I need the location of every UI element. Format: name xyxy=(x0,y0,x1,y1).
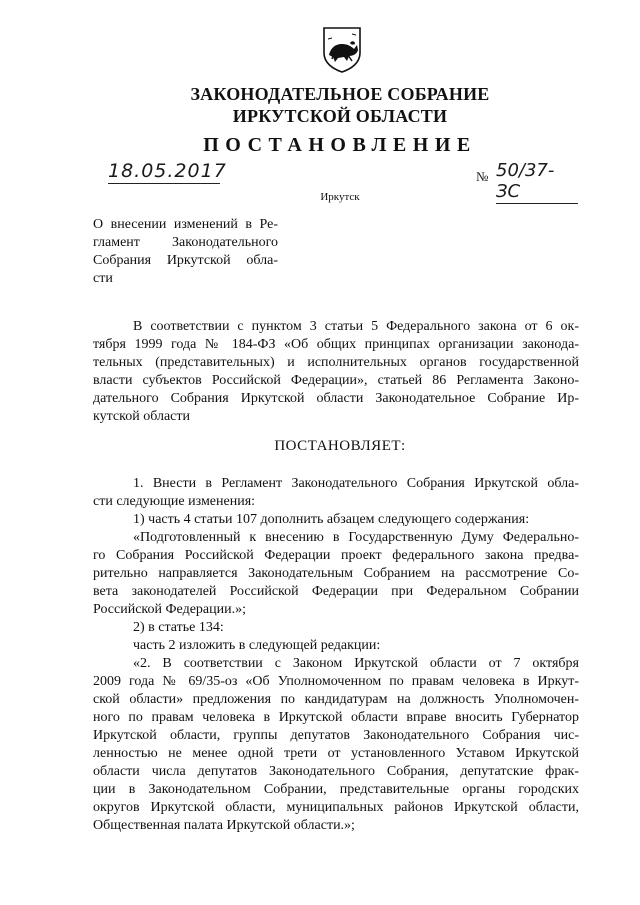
preamble-line: тября 1999 года № 184-ФЗ «Об общих принципах организации законода- xyxy=(93,337,579,352)
city-label: Иркутск xyxy=(320,191,360,203)
body-line: 1) часть 4 статьи 107 дополнить абзацем следующего содержания: xyxy=(133,512,530,527)
preamble-line: власти субъектов Российской Федерации», статьей 86 Регламента Законо- xyxy=(93,373,579,388)
subject-line: О внесении изменений в Ре- xyxy=(93,217,278,232)
document-body xyxy=(93,475,579,835)
body-line: «Подготовленный к внесению в Государственную Думу Федерально- xyxy=(133,530,579,545)
subject-line: сти xyxy=(93,271,113,286)
preamble-line: кутской области xyxy=(93,409,190,424)
body-line: «2. В соответствии с Законом Иркутской области от 7 октября xyxy=(133,656,579,671)
subject-line: Собрания Иркутской обла- xyxy=(93,253,278,268)
body-line: ской области» предложения по кандидатурам на должность Уполномочен- xyxy=(93,692,579,707)
body-line: Иркутской области, группы депутатов Законодательного Собрания чис- xyxy=(93,728,579,743)
irkutsk-coat-of-arms-icon xyxy=(321,25,363,73)
body-line: округов Иркутской области, муниципальных районов Иркутской области, xyxy=(93,800,579,815)
preamble-line: тельных (представительных) и исполнительных органов государственной xyxy=(93,355,579,370)
document-type: ПОСТАНОВЛЕНИЕ xyxy=(203,134,477,156)
body-line: го Собрания Российской Федерации проект федерального закона предва- xyxy=(93,548,579,563)
preamble-line: В соответствии с пунктом 3 статьи 5 Федерального закона от 6 ок- xyxy=(133,319,579,334)
preamble-paragraph xyxy=(93,318,579,426)
body-line: ного по правам человека в Иркутской области вправе вносить Губернатор xyxy=(93,710,579,725)
decree-heading: ПОСТАНОВЛЯЕТ: xyxy=(274,438,406,454)
body-line: ции в Законодательном Собрании, представительные органы городских xyxy=(93,782,579,797)
document-date: 18.05.2017 xyxy=(108,160,227,182)
preamble-line: дательного Собрания Иркутской области Законодательное Собрание Ир- xyxy=(93,391,579,406)
body-line: 2009 года № 69/35-оз «Об Уполномоченном по правам человека в Иркут- xyxy=(93,674,579,689)
body-line: рительно направляется Законодательным Собранием на рассмотрение Со- xyxy=(93,566,579,581)
document-number: 50/37-ЗС xyxy=(496,160,578,204)
body-line: ленностью не менее одной трети от установленного Уставом Иркутской xyxy=(93,746,579,761)
body-line: часть 2 изложить в следующей редакции: xyxy=(133,638,381,653)
document-subject xyxy=(93,216,278,288)
subject-line: гламент Законодательного xyxy=(93,235,278,250)
body-line: вета законодателей Российской Федерации при Федеральном Собрании xyxy=(93,584,579,599)
organization-name-line2: ИРКУТСКОЙ ОБЛАСТИ xyxy=(232,106,448,126)
organization-name-line1: ЗАКОНОДАТЕЛЬНОЕ СОБРАНИЕ xyxy=(190,84,490,104)
body-line: сти следующие изменения: xyxy=(93,494,256,509)
body-line: Российской Федерации.»; xyxy=(93,602,247,617)
body-line: 1. Внести в Регламент Законодательного Собрания Иркутской обла- xyxy=(133,476,579,491)
body-line: области числа депутатов Законодательного Собрания, депутатские фрак- xyxy=(93,764,579,779)
number-sign: № xyxy=(476,169,489,184)
body-line: Общественная палата Иркутской области.»; xyxy=(93,818,355,833)
body-line: 2) в статье 134: xyxy=(133,620,224,635)
